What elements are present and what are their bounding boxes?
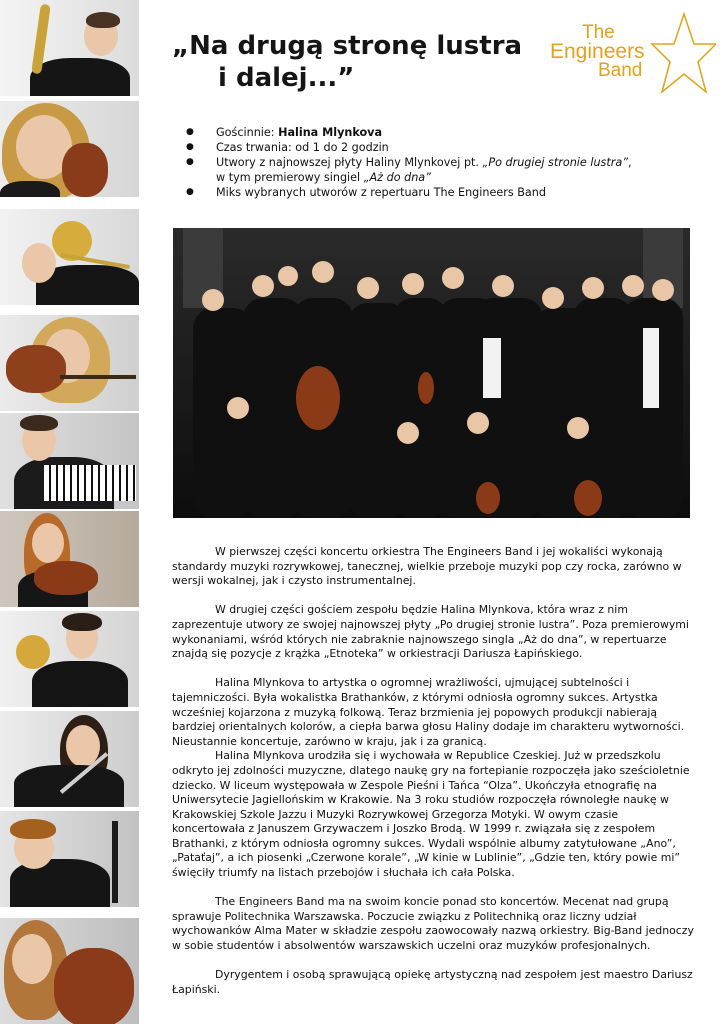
group-photo	[173, 228, 690, 518]
paragraph-2: W drugiej części gościem zespołu będzie Halina Mlynkova, która wraz z nim zaprezentuje utwory ze swojej najnowszej płyty „Po drugiej stronie lustra”. Poza premierowymi wykonaniami, wśród których nie zabraknie najnowszego singla „Aż do dna”, w repertuarze znajdą się pozycje z krążka „Etnoteka” w orkiestracji Dariusza Łapińskiego.	[172, 603, 689, 661]
body-text	[172, 545, 694, 1012]
musician-photo-strip	[0, 0, 139, 1024]
single-title: „Aż do dna”	[363, 171, 431, 184]
title-line-2: i dalej...”	[218, 63, 355, 93]
engineers-band-logo	[546, 10, 716, 100]
paragraph-5: The Engineers Band ma na swoim koncie ponad sto koncertów. Mecenat nad grupą sprawuje Politechnika Warszawska. Poczucie związku z Politechniką oraz liczny udział wychowanków Alma Mater w składzie zespołu zaowocowały nazwą orkiestry. Big-Band jednoczy w sobie studentów i absolwentów warszawskich uczelni oraz muzyków profesjonalnych.	[172, 895, 694, 953]
list-item-guest: ● Gościnnie: Halina Mlynkova	[186, 125, 696, 140]
list-item-mix: ● Miks wybranych utworów z repertuaru The Engineers Band	[186, 185, 696, 200]
logo-word-band: Band	[598, 60, 643, 81]
page-title	[172, 30, 532, 94]
paragraph-6: Dyrygentem i osobą sprawującą opiekę artystyczną nad zespołem jest maestro Dariusz Łapiński.	[172, 968, 693, 996]
photo-trombonist	[0, 209, 139, 305]
photo-trumpeter	[0, 611, 139, 707]
concert-details-list	[186, 125, 696, 200]
photo-violinist-blonde	[0, 315, 139, 411]
photo-violinist-redhead	[0, 511, 139, 607]
photo-accordionist	[0, 413, 139, 509]
photo-clarinetist	[0, 811, 139, 907]
paragraph-1: W pierwszej części koncertu orkiestra The Engineers Band i jej wokaliści wykonają standardy muzyki rozrywkowej, tanecznej, wielkie przeboje muzyki pop czy rocka, zarówno w wersji wokalnej, jak i czysto instrumentalnej.	[172, 545, 682, 588]
photo-violinist-woman	[0, 101, 139, 197]
logo-word-the: The	[582, 22, 615, 43]
list-item-repertoire: ● Utwory z najnowszej płyty Haliny Mlynkovej pt. „Po drugiej stronie lustra”, w tym premierowy singiel „Aż do dna”	[186, 155, 696, 185]
paragraph-4: Halina Mlynkova urodziła się i wychowała w Republice Czeskiej. Już w przedszkolu odkryto jej zdolności muzyczne, dlatego naukę gry na fortepianie rozpoczęła jako sześcioletnie dziecko. W liceum występowała w Zespole Pieśni i Tańca “Olza”. Ukończyła etnografię na Uniwersytecie Jagiellońskim w Krakowie. Na 3 roku studiów rozpoczęła równoległe naukę w Krakowskiej Szkole Jazzu i Muzyki Rozrywkowej Grzegorza Motyki. W owym czasie koncertowała z Januszem Grzywaczem i Joszko Brodą. W 1999 r. związała się z zespołem Brathanki, z którym odniosła ogromny sukces. Wydali wspólnie albumy zatytułowane „Ano”, „Pataťaj”, a ich piosenki „Czerwone korale”, „W kinie w Lublinie”, „Gdzie ten, który powie mi” święciły triumfy na listach przebojów i słuchała ich cała Polska.	[172, 749, 690, 880]
logo-word-engineers: Engineers	[550, 40, 645, 63]
album-title: „Po drugiej stronie lustra”	[482, 156, 629, 169]
band-members	[193, 298, 683, 518]
photo-cellist	[0, 918, 139, 1024]
guest-name: Halina Mlynkova	[278, 126, 382, 139]
list-item-duration: ● Czas trwania: od 1 do 2 godzin	[186, 140, 696, 155]
title-line-1: „Na drugą stronę lustra	[172, 31, 523, 61]
photo-saxophonist	[0, 0, 139, 96]
star-outline-icon	[652, 14, 716, 92]
photo-flutist	[0, 711, 139, 807]
paragraph-3: Halina Mlynkova to artystka o ogromnej wrażliwości, ujmującej subtelności i tajemniczości. Była wokalistka Brathanków, z którymi odniosła ogromny sukces. Artystka wcześniej kojarzona z muzyką folkową. Teraz brzmienia jej popowych produkcji nabierają bardziej orientalnych kolorów, a ciepła barwa głosu Haliny dodaje im charakteru wytworności. Nieustannie koncertuje, zarówno w kraju, jak i za granicą.	[172, 676, 685, 748]
